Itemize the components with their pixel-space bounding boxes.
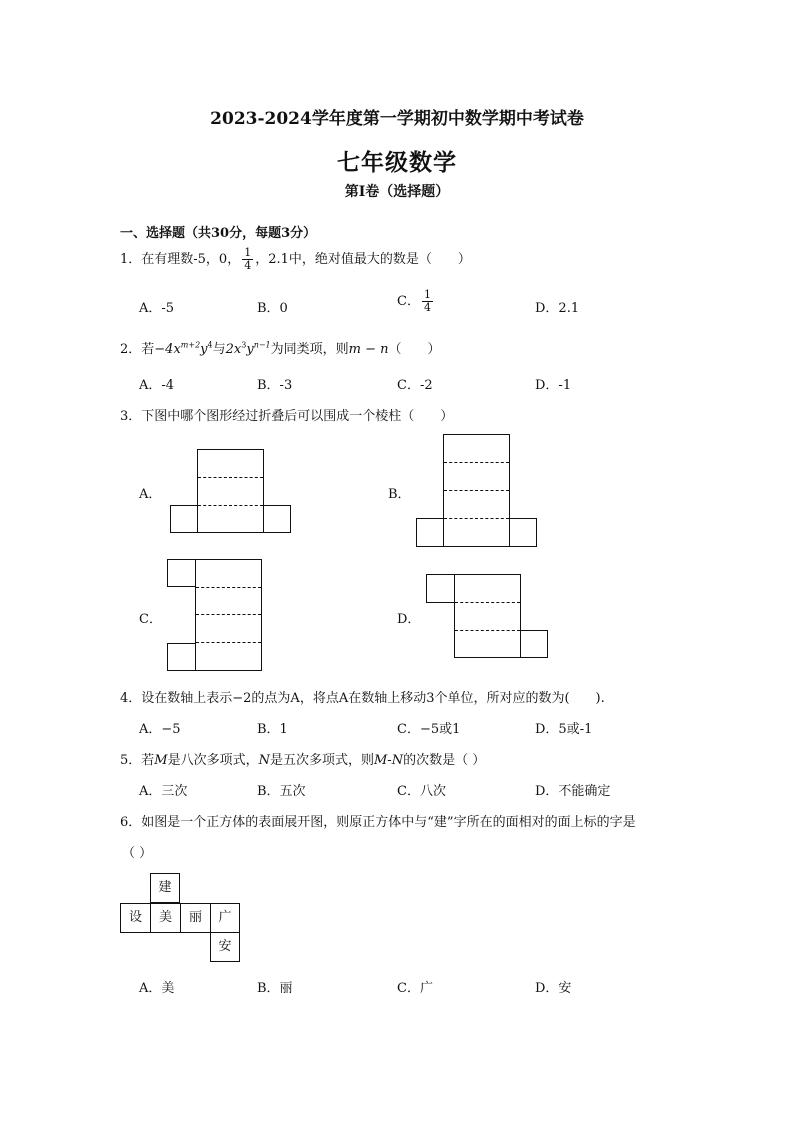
q2-option-c: C．-2: [397, 378, 433, 393]
net-cell-mei: 美: [150, 903, 181, 933]
question-6: 6．如图是一个正方体的表面展开图，则原正方体中与“建”字所在的面相对的面上标的字是: [120, 815, 636, 830]
question-5: 5．若M是八次多项式，N是五次多项式，则M-N的次数是（ ）: [120, 753, 486, 768]
question-1: 1．在有理数-5，0， $\frac{1}{4}$ ，2.1中，绝对值最大的数是（ ）: [120, 246, 471, 272]
q6-option-a: A．美: [139, 981, 175, 996]
net-cell-guang: 广: [210, 903, 240, 933]
volume-title: 第Ⅰ卷（选择题）: [344, 184, 450, 200]
q3-label-a: A．: [139, 487, 162, 502]
q3-label-b: B．: [388, 487, 411, 502]
exam-title: 2023-2024学年度第一学期初中数学期中考试卷: [210, 109, 584, 129]
grade-title: 七年级数学: [337, 149, 457, 176]
q2-option-d: D．-1: [535, 378, 572, 393]
q3-label-c: C．: [139, 612, 162, 627]
q2-option-a: A．-4: [139, 378, 175, 393]
q4-option-b: B．1: [257, 722, 288, 737]
q5-option-b: B．五次: [257, 784, 306, 799]
q3-label-d: D．: [397, 612, 421, 627]
net-cell-she: 设: [120, 903, 151, 933]
section-title: 一、选择题（共30分，每题3分）: [120, 226, 317, 241]
q4-option-d: D．5或-1: [535, 722, 593, 737]
q1-option-b: B．0: [257, 301, 288, 316]
q6-option-d: D．安: [535, 981, 572, 996]
net-cell-li: 丽: [180, 903, 211, 933]
q5-option-c: C．八次: [397, 784, 446, 799]
fraction: $\frac{1}{4}$: [244, 246, 252, 272]
q5-option-d: D．不能确定: [535, 784, 611, 799]
question-2: 2．若$-4x^{m+2}y^4$与$2x^3y^{n-1}$为同类项，则m − n（ ）: [120, 340, 441, 357]
fraction: $\frac{1}{4}$: [423, 288, 431, 314]
net-cell-an: 安: [210, 932, 240, 962]
question-6-bracket: （ ）: [122, 846, 153, 861]
question-4: 4．设在数轴上表示−2的点为A，将点A在数轴上移动3个单位，所对应的数为( ).: [120, 691, 605, 706]
q6-option-c: C．广: [397, 981, 433, 996]
q6-option-b: B．丽: [257, 981, 293, 996]
q1-option-d: D．2.1: [535, 301, 580, 316]
q1-option-c: C． $\frac{1}{4}$: [397, 288, 431, 314]
q4-option-a: A．−5: [139, 722, 181, 737]
q2-option-b: B．-3: [257, 378, 293, 393]
net-cell-jian: 建: [150, 873, 180, 903]
q5-option-a: A．三次: [139, 784, 188, 799]
question-3: 3．下图中哪个图形经过折叠后可以围成一个棱柱（ ）: [120, 409, 454, 424]
q4-option-c: C．−5或1: [397, 722, 461, 737]
q1-option-a: A．-5: [139, 301, 175, 316]
